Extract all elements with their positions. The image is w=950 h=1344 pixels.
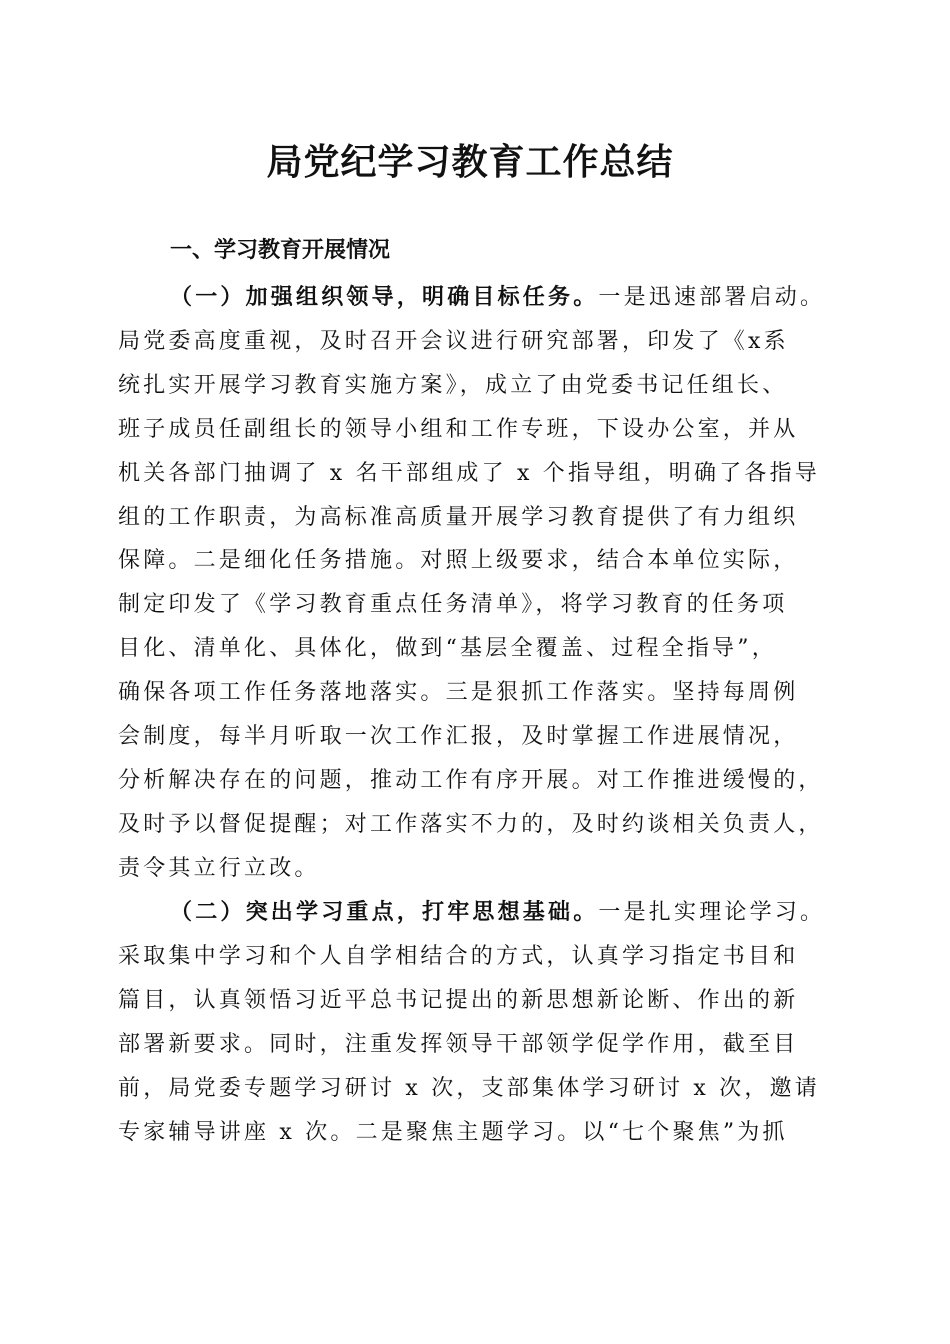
paragraph-line: （二）突出学习重点，打牢思想基础。一是扎实理论学习。 — [170, 899, 826, 925]
document-title: 局党纪学习教育工作总结 — [266, 141, 674, 183]
paragraph-line: 保障。二是细化任务措施。对照上级要求，结合本单位实际， — [118, 548, 799, 574]
paragraph-line: 采取集中学习和个人自学相结合的方式，认真学习指定书目和 — [118, 943, 799, 969]
paragraph-lead: （二）突出学习重点，打牢思想基础。 — [170, 899, 599, 925]
paragraph-line: 会制度，每半月听取一次工作汇报，及时掌握工作进展情况， — [118, 724, 799, 750]
section-heading: 一、学习教育开展情况 — [170, 238, 391, 263]
paragraph-line: 分析解决存在的问题，推动工作有序开展。对工作推进缓慢的， — [118, 767, 824, 793]
paragraph-line: 责令其立行立改。 — [118, 855, 320, 881]
paragraph-organization — [118, 276, 848, 891]
paragraph-line: 局党委高度重视，及时召开会议进行研究部署，印发了《x系 — [118, 328, 789, 354]
paragraph-line: 确保各项工作任务落地落实。三是狠抓工作落实。坚持每周例 — [118, 680, 799, 706]
paragraph-line: 统扎实开展学习教育实施方案》，成立了由党委书记任组长、 — [118, 372, 788, 398]
paragraph-line: 部署新要求。同时，注重发挥领导干部领学促学作用，截至目 — [118, 1031, 799, 1057]
paragraph-line: （一）加强组织领导，明确目标任务。一是迅速部署启动。 — [170, 284, 826, 310]
paragraph-study-focus — [118, 891, 848, 1154]
paragraph-line: 及时予以督促提醒；对工作落实不力的，及时约谈相关负责人， — [118, 811, 824, 837]
paragraph-line: 组的工作职责，为高标准高质量开展学习教育提供了有力组织 — [118, 504, 799, 530]
paragraph-line: 目化、清单化、具体化，做到“基层全覆盖、过程全指导”， — [118, 636, 777, 662]
paragraph-line: 篇目，认真领悟习近平总书记提出的新思想新论断、作出的新 — [118, 987, 799, 1013]
paragraph-line: 前，局党委专题学习研讨 x 次，支部集体学习研讨 x 次，邀请 — [118, 1075, 820, 1101]
paragraph-line: 制定印发了《学习教育重点任务清单》，将学习教育的任务项 — [118, 592, 788, 618]
paragraph-line: 机关各部门抽调了 x 名干部组成了 x 个指导组，明确了各指导 — [118, 460, 820, 486]
paragraph-lead: （一）加强组织领导，明确目标任务。 — [170, 284, 599, 310]
paragraph-line: 班子成员任副组长的领导小组和工作专班，下设办公室，并从 — [118, 416, 799, 442]
paragraph-line: 专家辅导讲座 x 次。二是聚焦主题学习。以“七个聚焦”为抓 — [118, 1119, 788, 1145]
